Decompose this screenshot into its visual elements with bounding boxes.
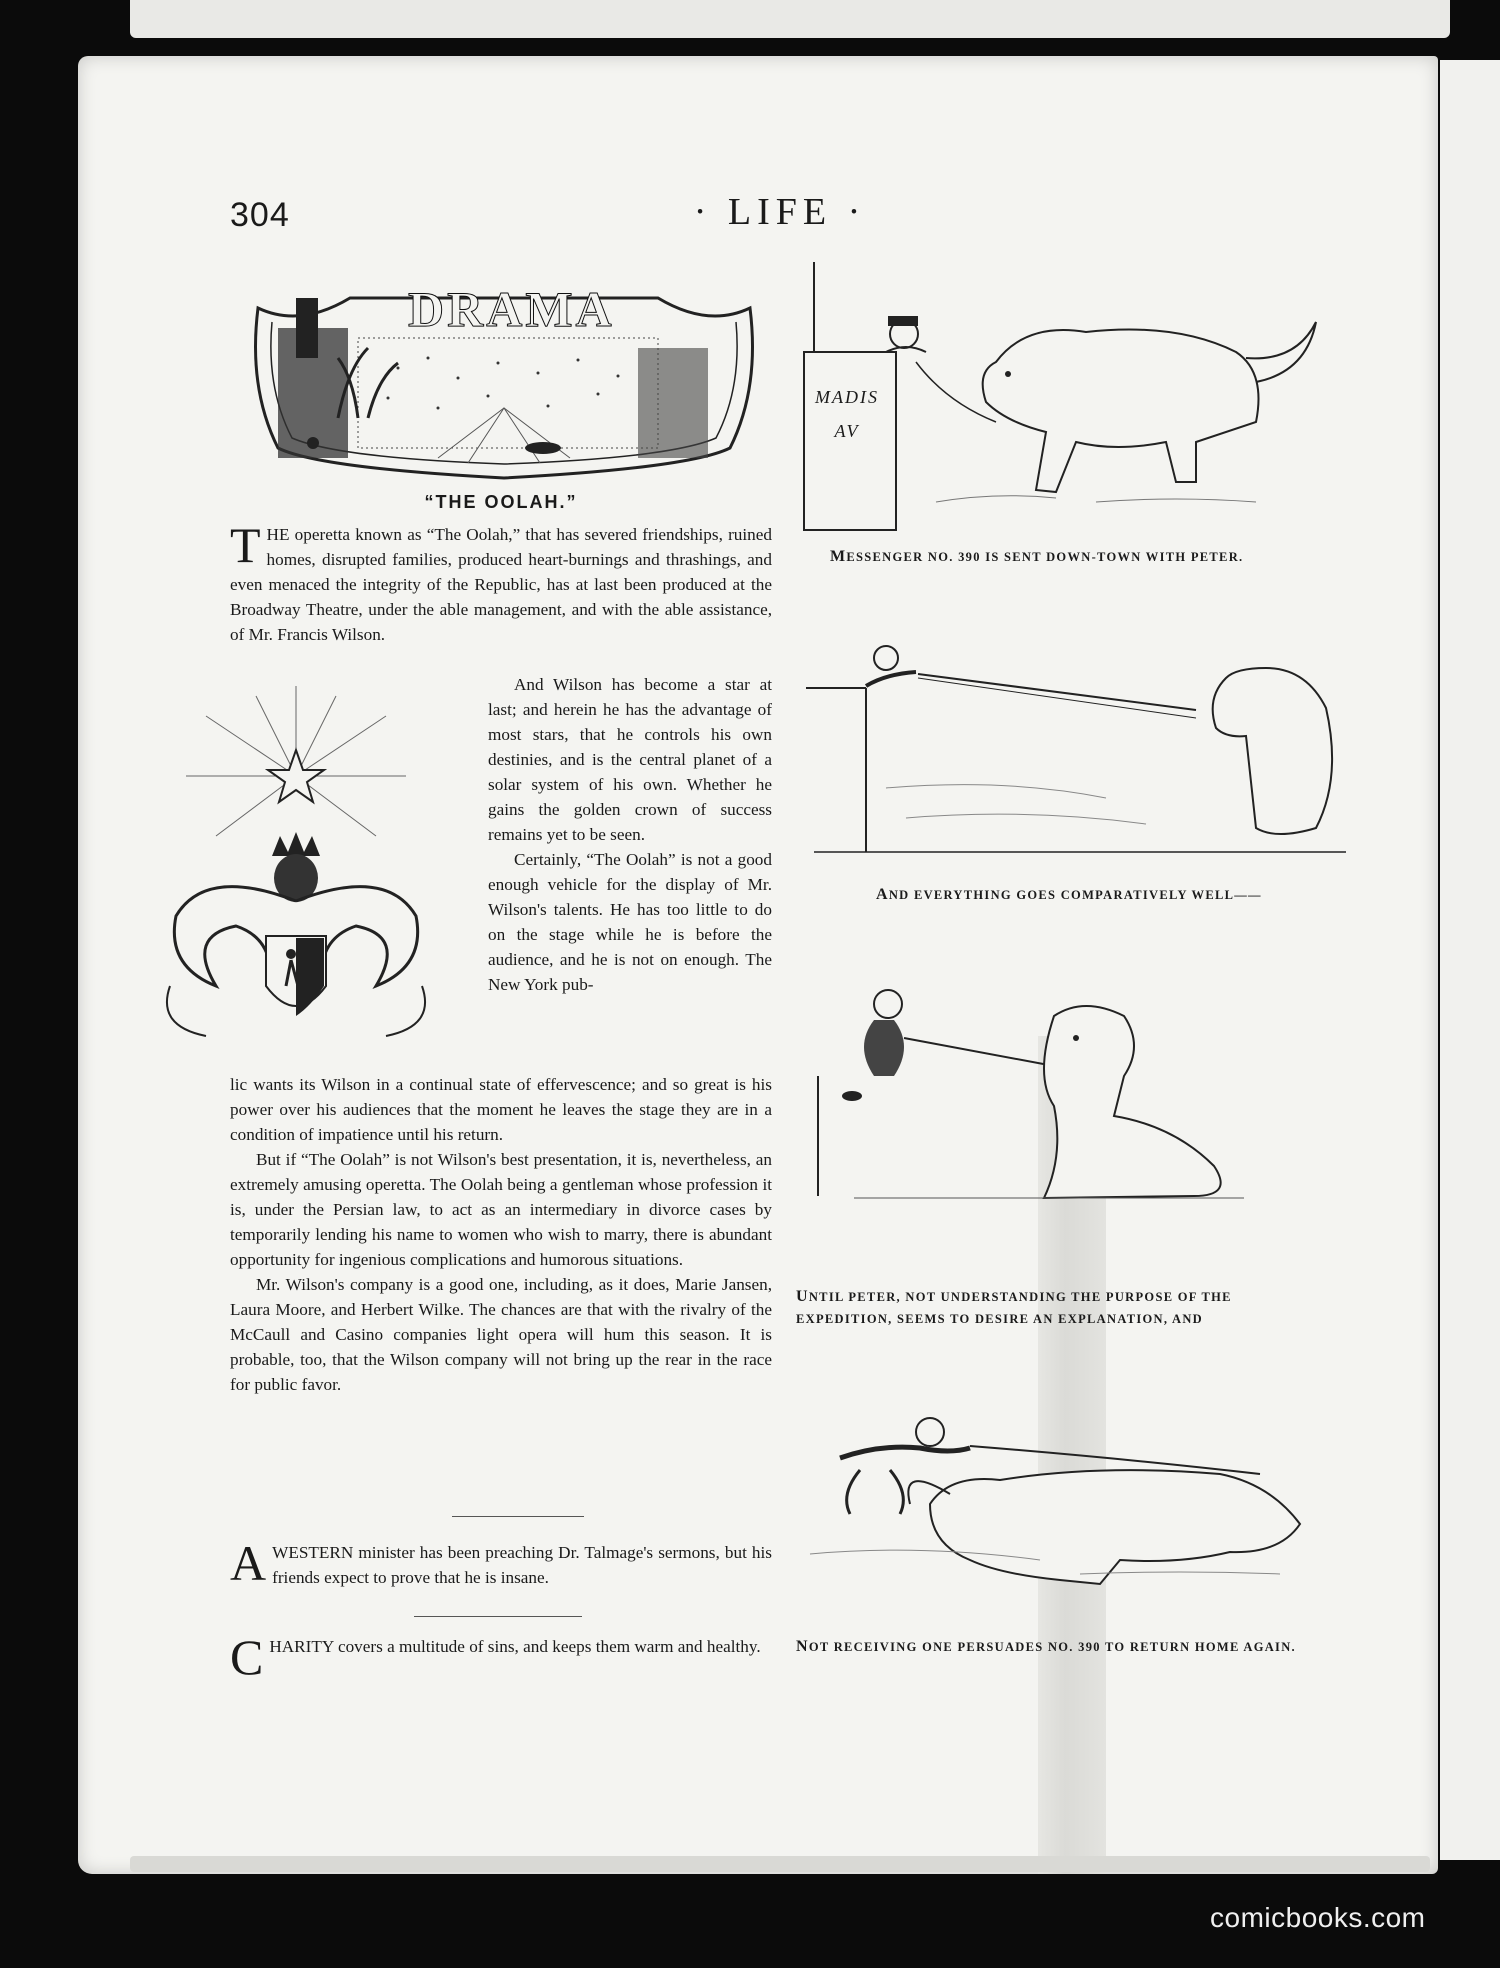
paragraph-3a-text: Certainly, “The Oolah” is not a good enough vehicle for the display of Mr. Wilson's talents. He has too little to do on the stage while he is before the audience, and he is not on enough. The New York pub- — [488, 850, 772, 994]
cartoon-caption-3: UNTIL PETER, NOT UNDERSTANDING THE PURPOSE OF THE EXPEDITION, SEEMS TO DESIRE AN EXPLANATION, AND — [796, 1288, 1232, 1326]
dropcap-t: T — [230, 517, 261, 573]
squib-1-text: WESTERN minister has been preaching Dr. Talmage's sermons, but his friends expect to prove that he is insane. — [272, 1543, 772, 1587]
star-crest-illustration — [146, 686, 488, 1066]
paragraph-3b-text: lic wants its Wilson in a continual state of effervescence; and so great is his power over his audiences that the moment he leaves the stage they are in a condition of impatience until his return. — [230, 1075, 772, 1144]
squib-2-text: HARITY covers a multitude of sins, and keeps them warm and healthy. — [269, 1637, 761, 1656]
messenger-dog-drawing-4 — [800, 1384, 1320, 1598]
dropcap-c: C — [230, 1629, 264, 1685]
squib-charity — [230, 1629, 772, 1685]
article-paragraph-1 — [230, 517, 772, 647]
crest-artwork — [146, 686, 488, 1066]
paragraph-5-text: Mr. Wilson's company is a good one, including, as it does, Marie Jansen, Laura Moore, and Herbert Wilke. The chances are that with the rivalry of the McCaull and Casino companies light opera will hum this season. It is probable, too, that the Wilson company will not bring up the rear in the race for public favor. — [230, 1275, 772, 1394]
paragraph-2-text: And Wilson has become a star at last; and herein he has the advantage of most stars, that he controls his own destinies, and is the central planet of a solar system of his own. Whether he gains the golden crown of success remains yet to be seen. — [488, 675, 772, 844]
madison-ave-sign: MADIS AV — [815, 387, 879, 441]
squib-western-minister — [230, 1535, 772, 1591]
section-divider — [452, 1516, 584, 1517]
cartoon-caption-4: NOT RECEIVING ONE PERSUADES NO. 390 TO RETURN HOME AGAIN. — [796, 1638, 1296, 1655]
drama-banner-title: DRAMA — [408, 281, 615, 337]
paragraph-1-text: HE operetta known as “The Oolah,” that has severed friendships, ruined homes, disrupted families, produced heart-burnings and thrashings, and even menaced the integrity of the Republic, has at last been produced at the Broadway Theatre, under the able management, and with the able assistance, of Mr. Francis Wilson. — [230, 525, 772, 644]
cartoon-caption-2: AND EVERYTHING GOES COMPARATIVELY WELL—— — [876, 886, 1262, 903]
dropcap-a: A — [230, 1535, 267, 1591]
adjacent-page-right — [1440, 60, 1500, 1860]
section-divider — [414, 1616, 582, 1617]
article-paragraph-3-5 — [230, 1072, 772, 1397]
watermark: comicbooks.com — [1210, 1902, 1426, 1933]
cartoon-panel-2 — [806, 628, 1346, 864]
article-title: “THE OOLAH.” — [424, 492, 578, 512]
magazine-title: · LIFE · — [693, 191, 867, 233]
page-number: 304 — [230, 196, 290, 234]
messenger-dog-drawing-3 — [814, 976, 1354, 1208]
adjacent-page-top — [130, 0, 1450, 38]
page-edge-bottom — [130, 1856, 1430, 1872]
cartoon-panel-3 — [814, 976, 1354, 1208]
paragraph-4-text: But if “The Oolah” is not Wilson's best presentation, it is, nevertheless, an extremely amusing operetta. The Oolah being a gentleman whose profession it is, under the Persian law, to act as an intermediary in divorce cases by temporarily lending his name to women who wish to marry, there is abundant opportunity for ingenious complications and humorous situations. — [230, 1150, 772, 1269]
cartoon-caption-1: MESSENGER NO. 390 IS SENT DOWN-TOWN WITH PETER. — [830, 548, 1244, 565]
article-paragraph-2-3 — [488, 672, 772, 997]
cartoon-panel-4 — [800, 1384, 1320, 1598]
drama-banner-illustration — [238, 268, 770, 488]
cartoon-panel-1 — [796, 262, 1356, 538]
messenger-dog-drawing-2 — [806, 628, 1346, 864]
